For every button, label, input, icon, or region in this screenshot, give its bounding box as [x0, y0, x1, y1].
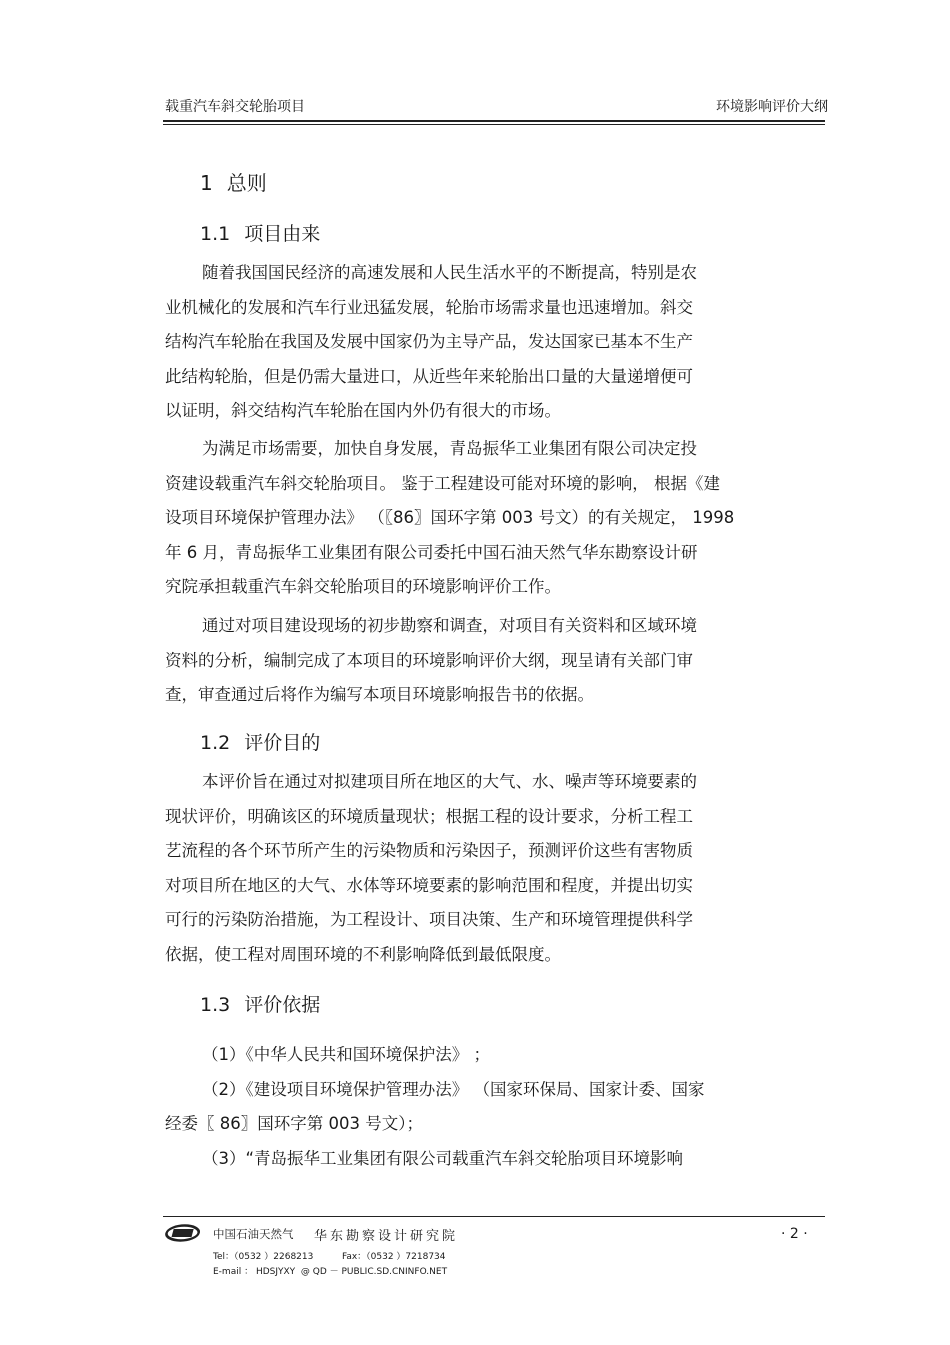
paragraph-line: 可行的污染防治措施，为工程设计、项目决策、生产和环境管理提供科学: [165, 910, 693, 929]
header-left-title: 载重汽车斜交轮胎项目: [165, 99, 305, 115]
list-item: （2）《建设项目环境保护管理办法》 （国家环保局、国家计委、国家: [202, 1079, 705, 1099]
paragraph-line: 依据，使工程对周围环境的不利影响降低到最低限度。: [165, 944, 561, 964]
company-logo-icon: [165, 1224, 201, 1242]
header-right-title: 环境影响评价大纲: [716, 99, 828, 115]
section-1-2-heading: [200, 728, 320, 755]
paragraph-line: 艺流程的各个环节所产生的污染物质和污染因子，预测评价这些有害物质: [165, 841, 693, 860]
chapter-heading: [200, 167, 267, 196]
paragraph-line: 本评价旨在通过对拟建项目所在地区的大气、水、噪声等环境要素的: [202, 772, 697, 791]
paragraph-line: 为满足市场需要，加快自身发展，青岛振华工业集团有限公司决定投: [202, 439, 697, 458]
section-number: 1.2: [200, 732, 231, 754]
header-rule-thick: [163, 120, 825, 122]
paragraph-line: 年 6 月，青岛振华工业集团有限公司委托中国石油天然气华东勘察设计研: [165, 542, 698, 562]
list-item-continuation: 经委〖 86〗国环字第 003 号文）；: [165, 1114, 423, 1133]
section-title: 评价依据: [244, 994, 321, 1016]
footer-rule: [163, 1216, 825, 1217]
section-1-1-heading: [200, 219, 320, 246]
paragraph-line: 随着我国国民经济的高速发展和人民生活水平的不断提高，特别是农: [202, 263, 697, 282]
paragraph-purpose: [165, 765, 740, 972]
paragraph-line: 究院承担载重汽车斜交轮胎项目的环境影响评价工作。: [165, 577, 561, 596]
paragraph-line: 结构汽车轮胎在我国及发展中国家仍为主导产品，发达国家已基本不生产: [165, 332, 693, 351]
basis-list: [165, 1038, 785, 1176]
header-rule-thin: [163, 124, 825, 125]
chapter-number: 1: [200, 171, 213, 195]
paragraph-line: 对项目所在地区的大气、水体等环境要素的影响范围和程度，并提出切实: [165, 875, 693, 895]
paragraph-line: 业机械化的发展和汽车行业迅猛发展，轮胎市场需求量也迅速增加。斜交: [165, 297, 693, 317]
section-title: 评价目的: [244, 732, 321, 754]
list-item: （3）“青岛振华工业集团有限公司载重汽车斜交轮胎项目环境影响: [202, 1148, 684, 1168]
paragraph-line: 现状评价，明确该区的环境质量现状；根据工程的设计要求，分析工程工: [165, 806, 693, 826]
chapter-title: 总则: [226, 171, 267, 195]
footer-institute: 华东勘察设计研究院: [314, 1229, 459, 1244]
paragraph-line: 资建设载重汽车斜交轮胎项目。 鉴于工程建设可能对环境的影响， 根据《建: [165, 473, 720, 493]
paragraph-project-origin: [165, 256, 740, 429]
paragraph-line: 通过对项目建设现场的初步勘察和调查，对项目有关资料和区域环境: [202, 616, 697, 635]
paragraph-line: 以证明，斜交结构汽车轮胎在国内外仍有很大的市场。: [165, 401, 561, 420]
footer-contact-tel: Tel：（0532 ）2268213 Fax：（0532 ）7218734: [213, 1252, 446, 1262]
footer-organization: 中国石油天然气: [213, 1227, 294, 1241]
paragraph-line: 查，审查通过后将作为编写本项目环境影响报告书的依据。: [165, 685, 594, 704]
section-1-3-heading: [200, 990, 320, 1017]
paragraph-line: 资料的分析，编制完成了本项目的环境影响评价大纲，现呈请有关部门审: [165, 650, 693, 670]
paragraph-line: 此结构轮胎，但是仍需大量进口，从近些年来轮胎出口量的大量递增便可: [165, 366, 693, 386]
paragraph-line: 设项目环境保护管理办法》 （〖86〗国环字第 003 号文）的有关规定， 1998: [165, 508, 735, 527]
paragraph-commission: [165, 432, 740, 605]
paragraph-outline: [165, 609, 740, 713]
section-title: 项目由来: [244, 223, 321, 245]
page-number: · 2 ·: [781, 1226, 808, 1242]
footer-contact-email: E-mail ： HDSJYXY @ QD － PUBLIC.SD.CNINFO.NET: [213, 1267, 448, 1277]
section-number: 1.1: [200, 223, 231, 245]
section-number: 1.3: [200, 994, 231, 1016]
list-item: （1）《中华人民共和国环境保护法》 ；: [202, 1045, 490, 1064]
